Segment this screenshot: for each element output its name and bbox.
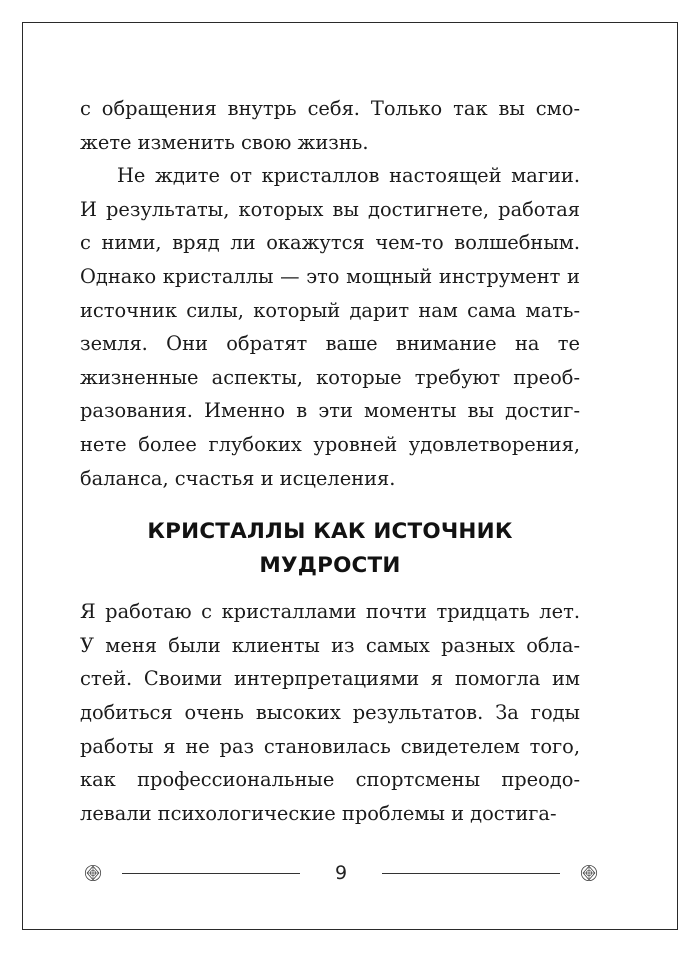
paragraph-1: с обращения внутрь себя. Только так вы сможете изменить свою жизнь. — [80, 97, 580, 154]
footer-rule-left — [122, 873, 300, 874]
page-footer — [84, 858, 598, 888]
section-heading — [80, 515, 580, 583]
section-heading-line-2: МУДРОСТИ — [259, 553, 401, 579]
crystal-ornament-icon — [580, 864, 598, 882]
crystal-ornament-icon — [84, 864, 102, 882]
page-text — [80, 92, 580, 830]
footer-rule-right — [382, 873, 560, 874]
section-heading-line-1: КРИСТАЛЛЫ КАК ИСТОЧНИК — [147, 519, 513, 545]
paragraph-3: Я работаю с кристаллами почти тридцать лет. У меня были клиенты из самых разных областей. Своими интерпретациями я помогла им добиться очень высоких результатов. За годы работы я не раз становилась свидетелем того, как профессиональные спортсмены преодолевали психологические проблемы и достига- — [80, 600, 580, 825]
page-number: 9 — [334, 862, 348, 884]
paragraph-2: Не ждите от кристаллов настоящей магии. И результаты, которых вы достигнете, работая с ними, вряд ли окажутся чем-то волшебным. Однако кристаллы — это мощный инструмент и источник силы, который дарит нам сама мать-земля. Они обратят ваше внимание на те жизненные аспекты, которые требуют преобразования. Именно в эти моменты вы достигнете более глубоких уровней удовлетворения, баланса, счастья и исцеления. — [80, 164, 580, 490]
